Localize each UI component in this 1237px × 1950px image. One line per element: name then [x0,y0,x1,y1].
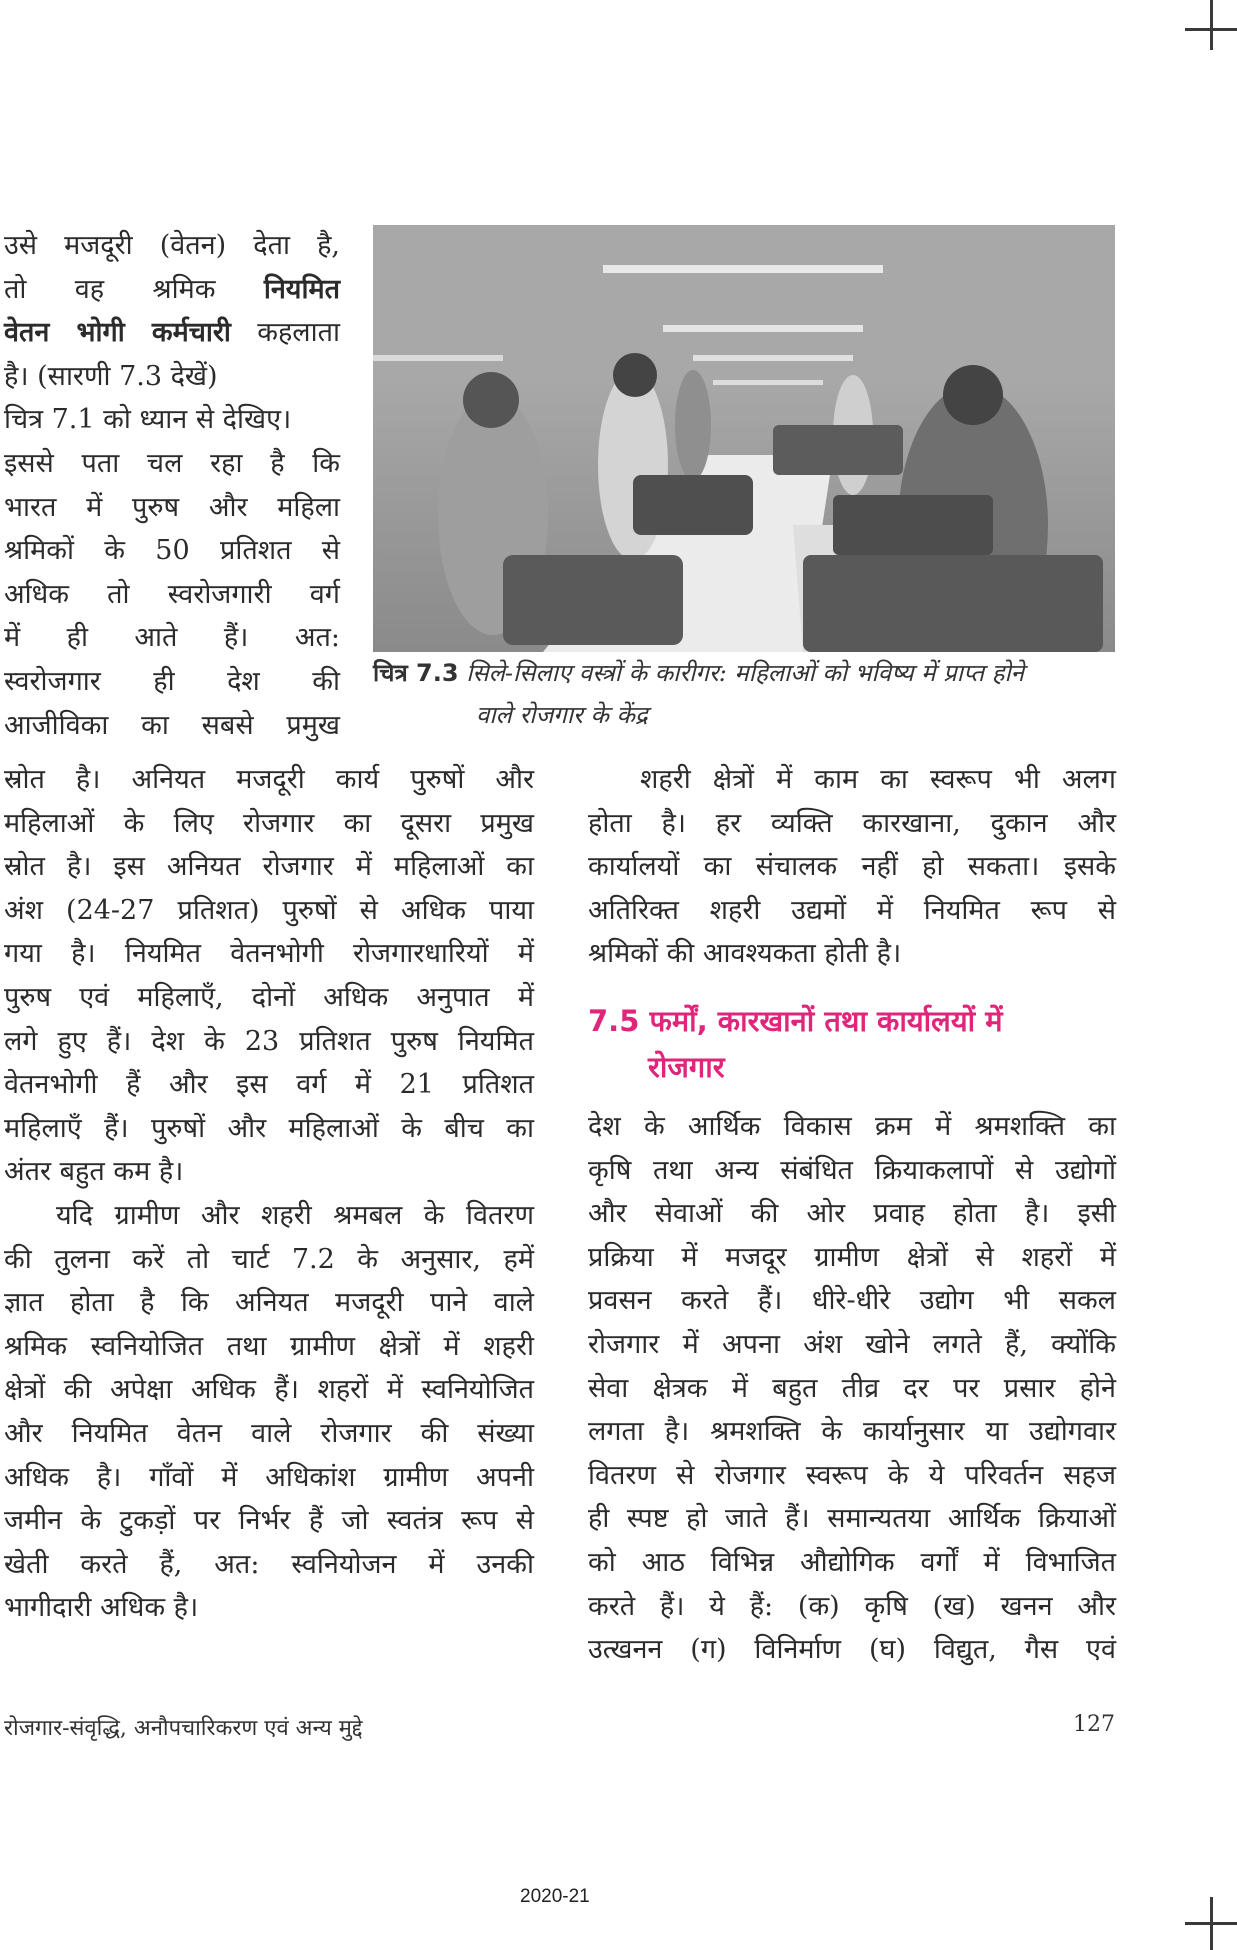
text-line: होता है। हर व्यक्ति कारखाना, दुकान और [588,807,1116,839]
text-line: रोजगार में अपना अंश खोने लगते हैं, क्योंकि [588,1329,1116,1360]
text-line: भारत में पुरुष और महिला [4,491,340,523]
text-line: लगे हुए हैं। देश के 23 प्रतिशत पुरुष नियमित [4,1025,534,1057]
text-line: श्रमिकों की आवश्यकता होती है। [588,938,902,970]
text-line: स्रोत है। इस अनियत रोजगार में महिलाओं का [4,851,534,883]
text-line: अंश (24-27 प्रतिशत) पुरुषों से अधिक पाया [4,894,534,926]
figure-caption-2 [476,694,648,736]
text-line: इससे पता चल रहा है कि [4,448,340,479]
text-line: भागीदारी अधिक है। [4,1592,199,1624]
text-line: पुरुष एवं महिलाएँ, दोनों अधिक अनुपात में [4,982,534,1013]
text-line: देश के आर्थिक विकास क्रम में श्रमशक्ति का [588,1111,1116,1142]
text-line: कृषि तथा अन्य संबंधित क्रियाकलापों से उद्योगों [588,1154,1116,1186]
text-line: ही स्पष्ट हो जाते हैं। समान्यतया आर्थिक क्रियाओं [588,1503,1116,1535]
text-line: श्रमिकों के 50 प्रतिशत से [4,535,340,567]
figure-caption-line1: सिले-सिलाए वस्त्रों के कारीगर: महिलाओं को भविष्य में प्राप्त होने [466,659,1024,687]
page-number: 127 [1073,1712,1115,1737]
line-text: तो वह श्रमिक [4,273,264,305]
text-line: और सेवाओं की ओर प्रवाह होता है। इसी [588,1198,1116,1230]
chapter-title: रोजगार-संवृद्धि, अनौपचारिकरण एवं अन्य मुद्दे [4,1716,363,1741]
crop-mark-top-right-horizontal [1185,28,1237,31]
figure-photo [373,225,1115,652]
text-line: क्षेत्रों की अपेक्षा अधिक हैं। शहरों में स्वनियोजित [4,1374,534,1406]
text-line: अधिक तो स्वरोजगारी वर्ग [4,578,340,610]
crop-mark-top-right-vertical [1210,0,1213,50]
edition-year: 2020-21 [520,1886,590,1907]
crop-mark-bottom-right-horizontal [1185,1922,1237,1925]
text-line: सेवा क्षेत्रक में बहुत तीव्र दर पर प्रसार होने [588,1372,1116,1404]
section-title-line1: फर्मों, कारखानों तथा कार्यालयों में [649,1004,1003,1038]
bold-term: नियमित [263,273,340,305]
text-line: शहरी क्षेत्रों में काम का स्वरूप भी अलग [640,764,1116,795]
text-line: में ही आते हैं। अत: [4,622,340,654]
text-line: स्वरोजगार ही देश की [4,666,340,697]
text-line: प्रवसन करते हैं। धीरे-धीरे उद्योग भी सकल [588,1285,1116,1317]
figure-label: चित्र 7.3 [373,659,459,687]
text-line [4,311,340,355]
text-line: खेती करते हैं, अत: स्वनियोजन में उनकी [4,1548,534,1580]
text-line: चित्र 7.1 को ध्यान से देखिए। [4,404,292,436]
text-line: और नियमित वेतन वाले रोजगार की संख्या [4,1418,534,1449]
text-line: ज्ञात होता है कि अनियत मजदूरी पाने वाले [4,1287,534,1319]
text-line [4,268,340,312]
text-line: महिलाएँ हैं। पुरुषों और महिलाओं के बीच का [4,1112,534,1144]
text-line: यदि ग्रामीण और शहरी श्रमबल के वितरण [56,1200,534,1231]
section-heading [588,998,1003,1044]
text-line: महिलाओं के लिए रोजगार का दूसरा प्रमुख [4,807,534,839]
text-line: लगता है। श्रमशक्ति के कार्यानुसार या उद्योगवार [588,1416,1116,1448]
garment-workers-photo [373,225,1115,652]
section-title-line2: रोजगार [648,1050,725,1084]
page-footer [4,1712,1115,1742]
text-line: अंतर बहुत कम है। [4,1156,184,1188]
text-line: अतिरिक्त शहरी उद्यमों में नियमित रूप से [588,894,1116,926]
section-heading-line2 [648,1044,725,1090]
bold-term: वेतन भोगी कर्मचारी [4,317,231,349]
text-line: वितरण से रोजगार स्वरूप के ये परिवर्तन सहज [588,1459,1116,1491]
text-line: को आठ विभिन्न औद्योगिक वर्गों में विभाजित [588,1547,1116,1578]
text-line: गया है। नियमित वेतनभोगी रोजगारधारियों में [4,938,534,970]
text-line: जमीन के टुकड़ों पर निर्भर हैं जो स्वतंत्र रूप से [4,1505,534,1537]
text-line: करते हैं। ये हैं: (क) कृषि (ख) खनन और [588,1590,1116,1622]
section-number: 7.5 [588,1004,640,1038]
figure-caption-line2: वाले रोजगार के केंद्र [476,701,648,729]
text-line: वेतनभोगी हैं और इस वर्ग में 21 प्रतिशत [4,1069,534,1101]
figure-caption [373,652,1024,694]
text-line: श्रमिक स्वनियोजित तथा ग्रामीण क्षेत्रों में शहरी [4,1330,534,1362]
text-line: उत्खनन (ग) विनिर्माण (घ) विद्युत, गैस एवं [588,1634,1116,1666]
text-line: की तुलना करें तो चार्ट 7.2 के अनुसार, हमें [4,1243,534,1275]
text-line: कार्यालयों का संचालक नहीं हो सकता। इसके [588,851,1116,883]
text-line: स्रोत है। अनियत मजदूरी कार्य पुरुषों और [4,764,534,795]
text-line: प्रक्रिया में मजदूर ग्रामीण क्षेत्रों से शहरों में [588,1241,1116,1273]
text-line: है। (सारणी 7.3 देखें) [4,360,218,392]
text-line: आजीविका का सबसे प्रमुख [4,709,340,741]
text-line: उसे मजदूरी (वेतन) देता है, [4,230,340,261]
line-text: कहलाता [230,317,340,349]
text-line: अधिक है। गाँवों में अधिकांश ग्रामीण अपनी [4,1461,534,1493]
